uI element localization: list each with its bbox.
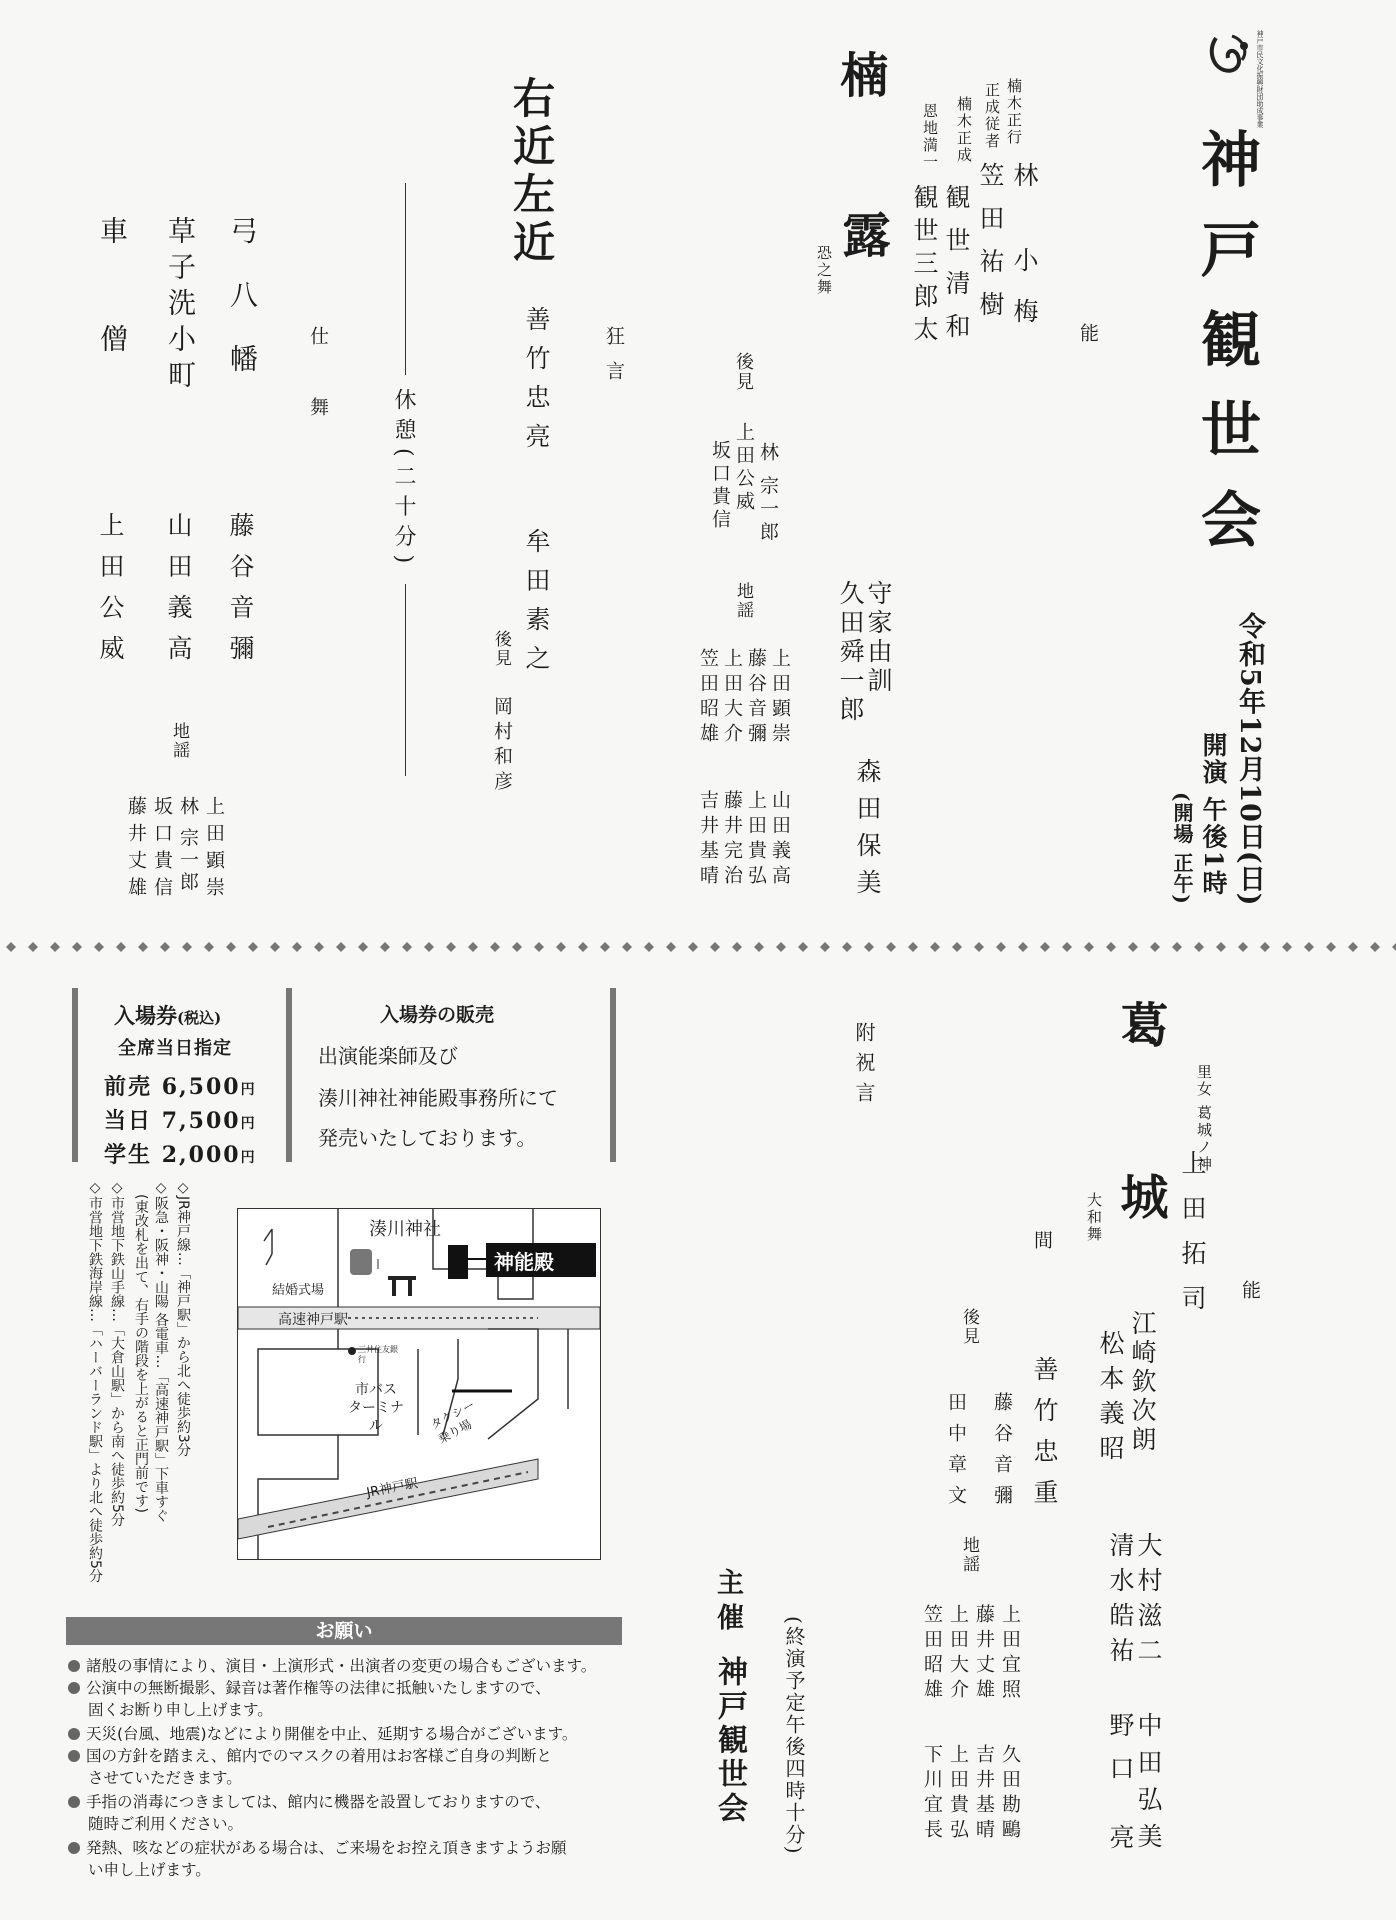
shimai-name-3: 上田公威: [96, 512, 125, 676]
noh2-title-b: 城: [1112, 1172, 1168, 1220]
notice-heading: お願い: [66, 1617, 622, 1645]
noh1-musician-1: 守家由訓: [864, 580, 893, 696]
noh1-musician-3: 森田保美: [853, 758, 882, 906]
noh1-jiutai-label: 地謡: [733, 582, 753, 620]
noh1-koken-1: 林 宗一郎: [757, 442, 779, 545]
noh2-jiutai-7: 上田貴弘: [947, 1744, 969, 1844]
break-label: 休憩(二十分): [391, 388, 416, 572]
map-jr: JR神戸駅: [365, 1476, 420, 1501]
noh2-ai: 善竹忠重: [1030, 1356, 1059, 1520]
noh2-jiutai-2: 藤井丈雄: [973, 1604, 995, 1704]
sales-heading: 入場券の販売: [380, 1004, 495, 1026]
noh2-title-a: 葛: [1112, 1000, 1168, 1048]
noh2-waki-1: 江崎欽次朗: [1128, 1310, 1157, 1455]
shimai-jiutai-4: 藤井丈雄: [125, 796, 147, 904]
break-line-top: [405, 183, 406, 375]
notice-text: 発熱、咳などの症状がある場合は、ご来場をお控え頂きますようお願: [86, 1839, 567, 1857]
noh1-variant: 恐之舞: [815, 245, 833, 296]
noh2-jiutai-4: 笠田昭雄: [921, 1604, 943, 1704]
shimai-category: 仕舞: [307, 326, 329, 468]
noh1-jiutai-5: 山田義高: [769, 790, 791, 890]
noh2-jiutai-label: 地謡: [959, 1536, 979, 1574]
notice-item-5: [68, 1791, 550, 1813]
noh1-koken-2: 上田公威: [733, 422, 755, 514]
break-line-bottom: [405, 584, 406, 776]
bullet-icon: [68, 1682, 80, 1694]
ticket-heading-text: 入場券: [114, 1003, 177, 1028]
noh2-waki-2: 松本義昭: [1096, 1330, 1125, 1470]
shimai-jiutai-1: 上田顕崇: [203, 796, 225, 904]
kyogen-category: 狂言: [603, 326, 625, 396]
sales-line-2: 湊川神社神能殿事務所にて: [318, 1086, 558, 1110]
start-time: 開演 午後1時: [1199, 732, 1228, 898]
noh1-jiutai-7: 藤井完治: [721, 790, 743, 890]
notice-item-3: [68, 1723, 577, 1745]
ticket-unit: 円: [240, 1116, 257, 1132]
access-1: ◇JR神戸線…「神戸駅」から北へ徒歩約3分: [175, 1180, 191, 1457]
noh2-musician-2: 清水皓祐: [1106, 1532, 1135, 1672]
ticket-price: 2,000: [161, 1142, 241, 1168]
ticket-label: 学生: [104, 1142, 153, 1168]
ticket-price: 7,500: [161, 1108, 241, 1134]
ticket-heading: [114, 1000, 221, 1030]
map-bus: 市バス ターミナル: [348, 1382, 404, 1435]
event-date: 令和5年12月10日(日): [1234, 612, 1265, 907]
shimai-title-2: 草子洗小町: [164, 216, 197, 396]
noh1-category: 能: [1077, 323, 1099, 358]
noh1-title-a: 楠: [832, 50, 888, 98]
noh2-jiutai-6: 吉井基晴: [973, 1744, 995, 1844]
access-4: ◇市営地下鉄山手線…「大倉山駅」から南へ徒歩約5分: [109, 1180, 125, 1527]
noh2-category: 能: [1239, 1280, 1261, 1315]
organizer-label: 主催: [712, 1568, 743, 1638]
access-map: [237, 1208, 601, 1560]
ticket-unit: 円: [240, 1150, 257, 1166]
noh1-jiutai-4: 笠田昭雄: [697, 648, 719, 748]
shimai-jiutai-3: 坂口貴信: [151, 796, 173, 904]
noh2-musician-3: 中田弘美: [1134, 1712, 1163, 1860]
notice-item-4: [68, 1745, 552, 1767]
bullet-icon: [68, 1660, 80, 1672]
kyogen-cast-1: 善竹忠亮: [522, 306, 551, 462]
access-3: (東改札を出て、右手の階段を上がると正門前です): [133, 1194, 149, 1513]
notice-text: 諸般の事情により、演目・上演形式・出演者の変更の場合もございます。: [86, 1657, 597, 1675]
bullet-icon: [68, 1842, 80, 1854]
noh1-jiutai-3: 上田大介: [721, 648, 743, 748]
ticket-box-mid-border: [286, 988, 292, 1162]
page-title: 神戸観世会: [1191, 128, 1261, 578]
noh2-jiutai-8: 下川宜長: [921, 1744, 943, 1844]
logo-caption: 神戸市民文化振興財団助成事業: [1256, 30, 1264, 128]
noh2-variant: 大和舞: [1085, 1192, 1103, 1243]
shimai-title-3: 車僧: [96, 216, 129, 432]
noh2-musician-4: 野口 亮: [1106, 1712, 1135, 1867]
noh1-role-4: 恩地満一: [921, 103, 939, 171]
noh2-name-1: 上田拓司: [1178, 1150, 1207, 1330]
map-wedding: 結婚式場: [272, 1283, 325, 1298]
access-2: ◇阪急・阪神・山陽 各電車…「高速神戸駅」下車すぐ: [153, 1180, 169, 1523]
notice-item-5b: 随時ご利用ください。: [88, 1815, 244, 1833]
ticket-box-left-border: [72, 988, 78, 1162]
ticket-label: 当日: [104, 1108, 153, 1134]
noh1-jiutai-1: 上田顕崇: [769, 648, 791, 748]
ticket-label: 前売: [104, 1074, 153, 1100]
noh1-koken-label: 後見: [733, 352, 754, 392]
notice-item-6: [68, 1837, 567, 1859]
logo-mark-icon: [1198, 30, 1264, 86]
kyogen-koken: 岡村和彦: [491, 696, 513, 796]
noh2-role-1: 里女 葛城ノ神: [1195, 1064, 1213, 1173]
noh2-jiutai-5: 久田勘鷗: [999, 1744, 1021, 1844]
kyogen-koken-label: 後見: [491, 630, 511, 668]
notice-text: 国の方針を踏まえ、館内でのマスクの着用はお客様ご自身の判断と: [86, 1747, 552, 1765]
noh2-jiutai-3: 上田大介: [947, 1604, 969, 1704]
ticket-unit: 円: [240, 1082, 257, 1098]
sales-box-right-border: [610, 988, 616, 1162]
noh1-musician-2: 久田舜一郎: [836, 580, 865, 725]
ticket-row-student: [104, 1138, 257, 1169]
logo: [1198, 30, 1264, 86]
ticket-row-door: [104, 1104, 257, 1135]
noh1-role-3: 楠木正成: [955, 96, 973, 164]
bullet-icon: [68, 1796, 80, 1808]
notice-item-2: [68, 1677, 551, 1699]
noh1-jiutai-8: 吉井基晴: [697, 790, 719, 890]
organizer-name: 神戸観世会: [712, 1656, 747, 1826]
ticket-tax: (税込): [177, 1009, 222, 1027]
sales-line-1: 出演能楽師及び: [318, 1044, 458, 1068]
shimai-jiutai-label: 地謡: [169, 722, 189, 760]
map-hall: 神能殿: [494, 1250, 554, 1274]
shimai-name-2: 山田義高: [164, 512, 193, 676]
sales-line-3: 発売いたしております。: [318, 1126, 537, 1150]
noh1-jiutai-6: 上田貴弘: [745, 790, 767, 890]
noh1-name-4: 観世三郎太: [910, 184, 939, 349]
noh1-name-2: 笠田祐樹: [976, 162, 1005, 334]
kyogen-cast-2: 牟田素之: [522, 528, 551, 684]
notice-item-4b: させていただきます。: [88, 1769, 242, 1787]
shugen-label: 附祝言: [852, 1022, 876, 1112]
noh2-jiutai-1: 上田宜照: [999, 1604, 1021, 1704]
map-shrine: 湊川神社: [369, 1219, 441, 1240]
noh2-ai-label: 間: [1031, 1230, 1053, 1249]
shimai-name-1: 藤谷音彌: [226, 512, 255, 676]
map-taxi: タクシー 乗り場: [428, 1397, 478, 1447]
notice-text: 天災(台風、地震)などにより開催を中止、延期する場合がございます。: [86, 1725, 578, 1743]
bullet-icon: [68, 1728, 80, 1740]
notice-text: 公演中の無断撮影、録音は著作権等の法律に抵触いたしますので、: [86, 1679, 551, 1697]
noh2-koken-2: 田中章文: [945, 1392, 967, 1516]
kyogen-title: 右近左近: [507, 76, 556, 268]
section-divider: [0, 940, 1396, 954]
open-time: (開場 正午): [1170, 792, 1194, 905]
noh2-musician-1: 大村滋二: [1134, 1532, 1163, 1672]
noh1-role-2: 正成従者: [983, 82, 1001, 150]
shimai-jiutai-2: 林 宗一郎: [177, 796, 199, 894]
map-bank: 三井住友銀行: [358, 1345, 398, 1364]
noh1-name-1: 林 小梅: [1010, 162, 1039, 349]
noh1-name-3: 観世清和: [942, 184, 971, 356]
noh1-title-b: 露: [834, 210, 890, 258]
access-5: ◇市営地下鉄海岸線…「ハーバーランド駅」より北へ徒歩約5分: [87, 1180, 103, 1583]
notice-item-1: [68, 1655, 596, 1677]
ticket-note: 全席当日指定: [118, 1038, 232, 1059]
ticket-price: 6,500: [161, 1074, 241, 1100]
notice-item-6b: い申し上げます。: [88, 1861, 211, 1879]
noh1-jiutai-2: 藤谷音彌: [745, 648, 767, 748]
noh2-koken-label: 後見: [959, 1308, 979, 1346]
end-time: (終演予定午後四時十分): [782, 1616, 806, 1856]
notice-text: 手指の消毒につきましては、館内に機器を設置しておりますので、: [86, 1793, 551, 1811]
ticket-row-advance: [104, 1070, 257, 1101]
bullet-icon: [68, 1750, 80, 1762]
shimai-title-1: 弓八幡: [226, 216, 259, 408]
noh1-koken-3: 坂口貴信: [709, 440, 731, 532]
notice-item-2b: 固くお断り申し上げます。: [88, 1701, 273, 1719]
noh2-koken-1: 藤谷音彌: [991, 1392, 1013, 1516]
noh1-role-1: 楠木正行: [1005, 78, 1023, 146]
map-kosoku: 高速神戸駅: [278, 1312, 348, 1328]
